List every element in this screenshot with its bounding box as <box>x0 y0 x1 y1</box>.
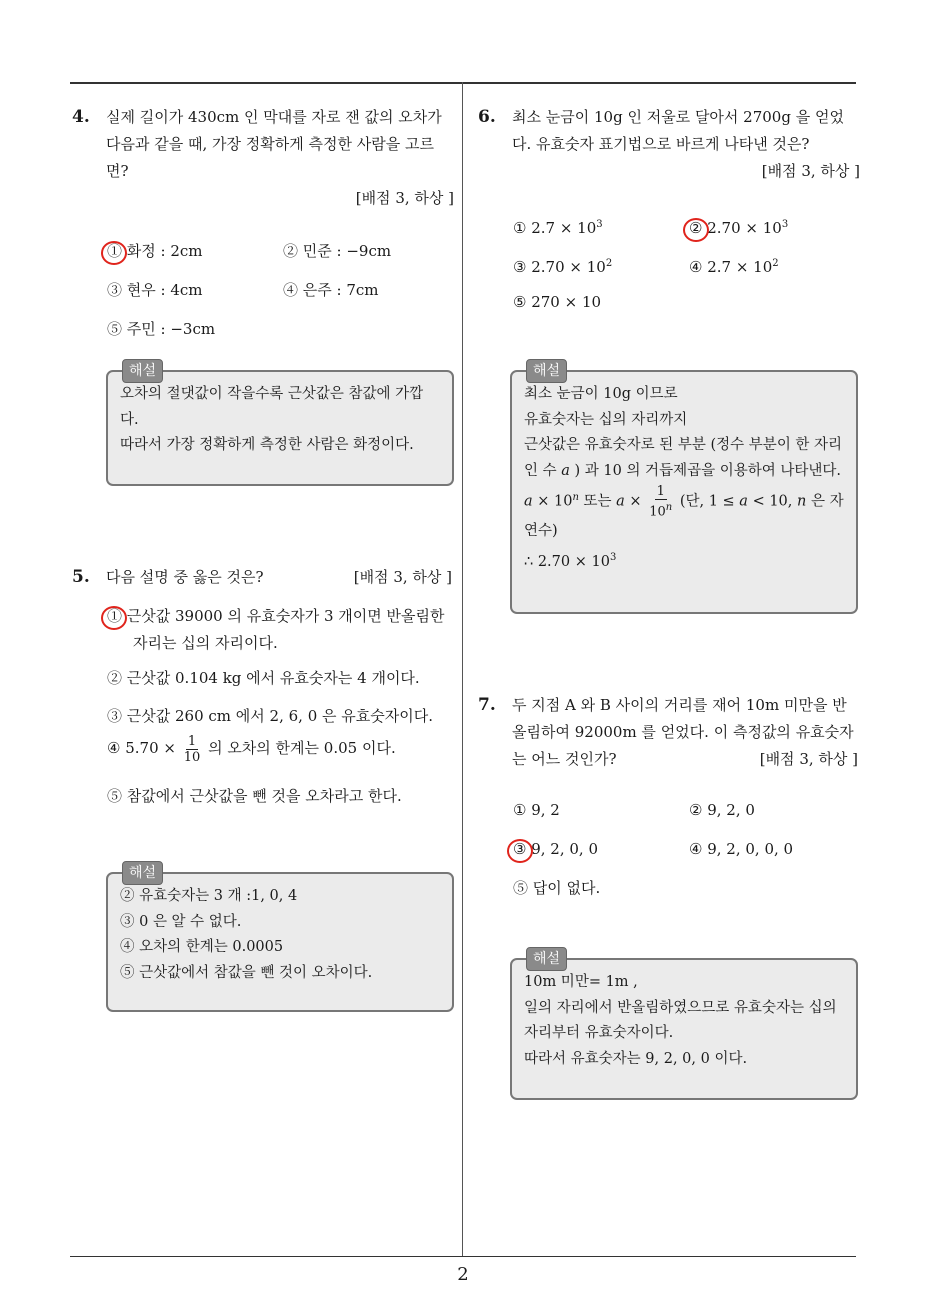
explanation-line: ⑤ 근삿값에서 참값을 뺀 것이 오차이다. <box>120 964 373 981</box>
explanation-line: 자리부터 유효숫자이다. <box>524 1025 674 1041</box>
question-number: 4. <box>72 107 90 127</box>
explanation-line: 10m 미만= 1m , <box>524 974 638 990</box>
question-number: 6. <box>478 107 496 127</box>
choice-3[interactable]: ③ 현우 : 4cm <box>107 281 203 299</box>
choice-5[interactable]: ⑤ 주민 : −3cm <box>107 320 216 338</box>
question-text: 두 지점 A 와 B 사이의 거리를 재어 10m 미만을 반올림하여 92000m 를 얻었다. 이 측정값의 유효숫자는 어느 것인가? <box>512 696 854 768</box>
question-text: 실제 길이가 430cm 인 막대를 자로 잰 값의 오차가 다음과 같을 때, 가장 정확하게 측정한 사람을 고르면? <box>106 108 442 180</box>
explanation-box <box>510 363 858 614</box>
choice-1[interactable]: ① 9, 2 <box>513 801 560 819</box>
question-number: 5. <box>72 567 90 587</box>
choice-4[interactable]: ④ $2.7 \times 10^2$ <box>689 258 779 276</box>
score: [배점 3, 하상 ] <box>353 568 452 586</box>
fraction: $\frac{1}{10^n}$ <box>649 484 673 520</box>
explanation-line: 유효숫자는 십의 자리까지 <box>524 411 688 428</box>
question-number: 7. <box>478 695 496 715</box>
question-4 <box>72 104 454 342</box>
explanation-line: ② 유효숫자는 3 개 :1, 0, 4 <box>120 888 298 904</box>
choice-4[interactable]: ④ 9, 2, 0, 0, 0 <box>689 840 794 858</box>
score: [배점 3, 하상 ] <box>355 189 454 207</box>
fraction: $\frac{1}{10}$ <box>183 733 201 765</box>
selected-answer-mark <box>101 606 127 630</box>
explanation-box <box>510 951 858 1100</box>
choice-2[interactable]: ② 9, 2, 0 <box>689 801 755 819</box>
question-text: 다음 설명 중 옳은 것은? <box>106 568 264 586</box>
choice-1[interactable]: ① $2.7 \times 10^3$ <box>513 219 603 237</box>
explanation-line: 오차의 절댓값이 작을수록 근삿값은 참값에 가깝다. <box>120 386 424 428</box>
question-5 <box>72 564 454 823</box>
question-6 <box>478 104 860 315</box>
explanation-line: 따라서 가장 정확하게 측정한 사람은 화정이다. <box>120 437 414 453</box>
choice-5[interactable]: ⑤ 참값에서 근삿값을 뺀 것을 오차라고 한다. <box>107 787 402 805</box>
choice-3[interactable]: ③ $2.70 \times 10^2$ <box>513 258 613 276</box>
choice-1[interactable]: ① 화정 : 2cm <box>107 238 203 265</box>
selected-answer-mark <box>101 241 127 265</box>
choice-4[interactable]: ④ 은주 : 7cm <box>283 281 379 299</box>
explanation-label: 해설 <box>526 359 567 383</box>
column-divider <box>462 82 463 1257</box>
explanation-label: 해설 <box>122 359 163 383</box>
choice-5[interactable]: ⑤ 답이 없다. <box>513 879 601 897</box>
question-text: 최소 눈금이 10g 인 저울로 달아서 2700g 을 얻었다. 유효숫자 표기법으로 바르게 나타낸 것은? <box>512 108 844 153</box>
choice-5[interactable]: ⑤ 270 × 10 <box>513 293 602 311</box>
page-number: 2 <box>457 1264 469 1285</box>
explanation-label: 해설 <box>526 947 567 971</box>
top-rule <box>70 82 856 84</box>
explanation-line: 일의 자리에서 반올림하였으므로 유효숫자는 십의 <box>524 999 837 1016</box>
explanation-formula: $a \times 10^n$ 또는 a × $\frac{1}{10^n}$ (단, 1 ≤ a < 10, n 은 자연수) <box>524 484 844 540</box>
selected-answer-mark <box>507 839 533 863</box>
choice-1-continued: 자리는 십의 자리이다. <box>133 634 278 652</box>
explanation-line: 따라서 유효숫자는 9, 2, 0, 0 이다. <box>524 1050 748 1067</box>
choice-3[interactable]: ③ 근삿값 260 cm 에서 2, 6, 0 은 유효숫자이다. <box>107 707 433 725</box>
explanation-line: ③ 0 은 알 수 없다. <box>120 913 242 930</box>
explanation-box <box>106 865 454 1012</box>
score: [배점 3, 하상 ] <box>759 750 858 768</box>
bottom-rule <box>70 1256 856 1257</box>
explanation-label: 해설 <box>122 861 163 885</box>
explanation-box <box>106 363 454 486</box>
choice-2[interactable]: ② 민준 : −9cm <box>283 242 392 260</box>
choice-4[interactable]: ④ 5.70 × $\frac{1}{10}$ 의 오차의 한계는 0.05 이다. <box>107 733 396 765</box>
choice-3[interactable]: ③ 9, 2, 0, 0 <box>513 836 598 863</box>
question-7 <box>478 692 860 913</box>
choice-1[interactable]: ① 근삿값 39000 의 유효숫자가 3 개이면 반올림한 <box>107 603 444 630</box>
explanation-line: ④ 오차의 한계는 0.0005 <box>120 939 284 955</box>
explanation-line: 최소 눈금이 10g 이므로 <box>524 386 678 402</box>
explanation-conclusion: ∴ $2.70 \times 10^3$ <box>524 551 617 570</box>
choice-2[interactable]: ② $2.70 \times 10^3$ <box>689 211 788 242</box>
choice-2[interactable]: ② 근삿값 0.104 kg 에서 유효숫자는 4 개이다. <box>107 669 420 687</box>
selected-answer-mark <box>683 218 709 242</box>
explanation-line: 근삿값은 유효숫자로 된 부분 (정수 부분이 한 자리인 수 a ) 과 10 의 거듭제곱을 이용하여 나타낸다. <box>524 437 843 479</box>
score: [배점 3, 하상 ] <box>761 162 860 180</box>
